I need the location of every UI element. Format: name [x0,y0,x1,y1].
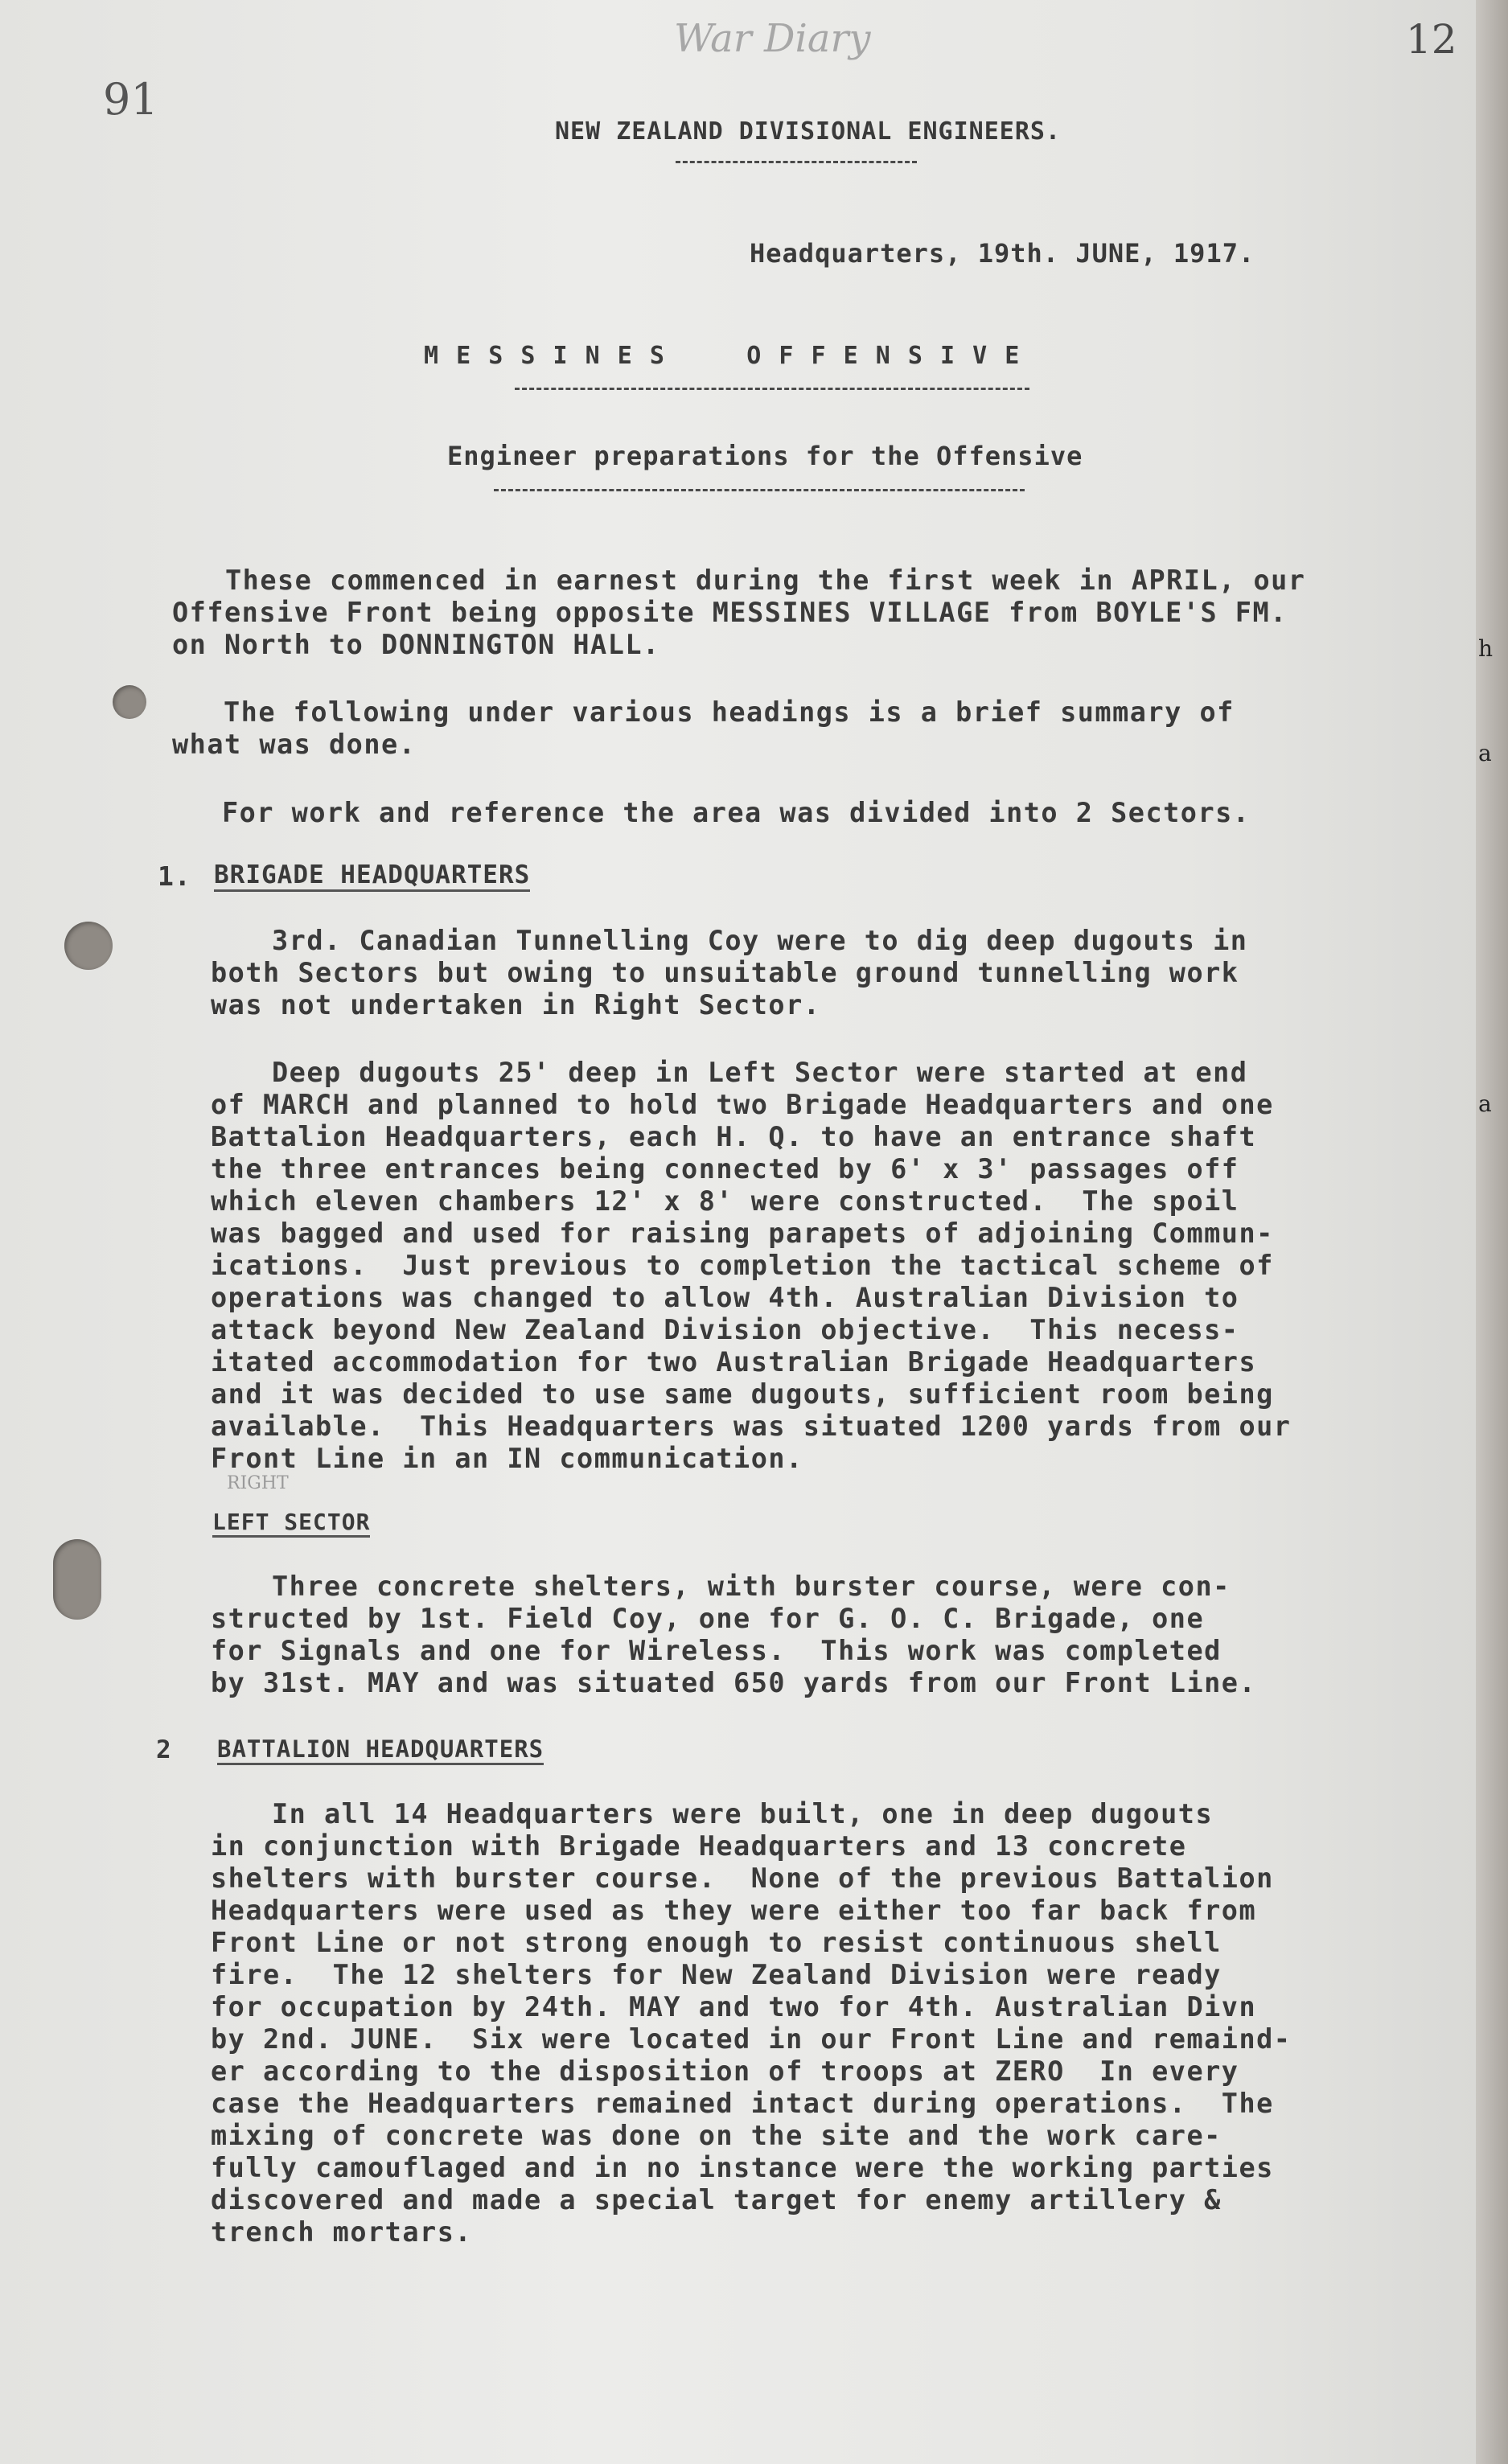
text-line: was bagged and used for raising parapets of adjoining Commun- [211,1218,1274,1249]
text-line: by 31st. MAY and was situated 650 yards from our Front Line. [211,1667,1257,1698]
text-line: fire. The 12 shelters for New Zealand Division were ready [211,1959,1222,1990]
edge-mark: a [1478,740,1492,766]
text-line: These commenced in earnest during the first week in APRIL, our [225,565,1306,596]
text-line: Deep dugouts 25' deep in Left Sector were started at end [272,1057,1248,1088]
text-line: ications. Just previous to completion the tactical scheme of [211,1250,1274,1281]
punch-hole-bottom [53,1539,101,1620]
text-line: 3rd. Canadian Tunnelling Coy were to dig deep dugouts in [272,925,1248,956]
text-line: Three concrete shelters, with burster course, were con- [272,1571,1231,1602]
operation-title: M E S S I N E S O F F E N S I V E [424,342,1021,370]
text-line: structed by 1st. Field Coy, one for G. O. C. Brigade, one [211,1603,1205,1634]
text-line: fully camouflaged and in no instance were the working parties [211,2152,1274,2183]
text-line: For work and reference the area was divided into 2 Sectors. [222,797,1251,828]
section-1-heading: BRIGADE HEADQUARTERS [214,860,530,892]
operation-title-rule [515,388,1029,390]
text-line: mixing of concrete was done on the site and the work care- [211,2120,1222,2151]
adjacent-page-edge [1476,0,1508,2464]
intro-paragraph-2 [172,696,1235,761]
unit-title: NEW ZEALAND DIVISIONAL ENGINEERS. [555,117,1062,146]
text-line: of MARCH and planned to hold two Brigade Headquarters and one [211,1089,1274,1120]
text-line: the three entrances being connected by 6' x 3' passages off [211,1153,1239,1185]
text-line: what was done. [172,729,417,760]
subject-title-rule [494,489,1025,491]
section-2-heading: BATTALION HEADQUARTERS [217,1735,544,1765]
text-line: attack beyond New Zealand Division objective. This necess- [211,1314,1239,1345]
text-line: and it was decided to use same dugouts, sufficient room being [211,1378,1274,1410]
text-line: available. This Headquarters was situated 1200 yards from our [211,1411,1292,1442]
text-line: for occupation by 24th. MAY and two for 4th. Australian Divn [211,1991,1257,2023]
section-2-paragraph-1 [211,1798,1291,2248]
text-line: trench mortars. [211,2216,473,2248]
pencil-note: War Diary [674,16,871,61]
unit-title-rule [676,161,917,163]
dateline: Headquarters, 19th. JUNE, 1917. [750,238,1255,269]
text-line: Battalion Headquarters, each H. Q. to have an entrance shaft [211,1121,1257,1152]
text-line: shelters with burster course. None of the previous Battalion [211,1862,1274,1894]
page-number: 12 [1406,16,1457,63]
edge-mark: a [1478,1090,1492,1117]
text-line: which eleven chambers 12' x 8' were constructed. The spoil [211,1185,1239,1217]
intro-paragraph-3 [222,797,1250,829]
text-line: both Sectors but owing to unsuitable ground tunnelling work [211,957,1239,988]
punch-hole-top [113,685,146,719]
section-1-paragraph-2 [211,1057,1291,1475]
margin-number: 91 [103,74,158,125]
section-1-paragraph-1 [211,925,1247,1021]
text-line: Headquarters were used as they were either too far back from [211,1895,1257,1926]
text-line: in conjunction with Brigade Headquarters and 13 concrete [211,1830,1187,1862]
section-2-number: 2 [156,1735,172,1764]
text-line: Front Line or not strong enough to resist continuous shell [211,1927,1222,1958]
text-line: In all 14 Headquarters were built, one in deep dugouts [272,1798,1214,1830]
text-line: Front Line in an IN communication. [211,1443,803,1474]
text-line: Offensive Front being opposite MESSINES VILLAGE from BOYLE'S FM. [172,597,1288,628]
sub-heading-left-sector: LEFT SECTOR [212,1509,370,1538]
text-line: on North to DONNINGTON HALL. [172,629,660,660]
text-line: er according to the disposition of troops at ZERO In every [211,2055,1239,2087]
punch-hole-middle [64,922,113,970]
sub-heading-annotation: RIGHT [227,1473,289,1493]
text-line: for Signals and one for Wireless. This work was completed [211,1635,1222,1666]
text-line: The following under various headings is a brief summary of [224,696,1235,728]
text-line: case the Headquarters remained intact during operations. The [211,2088,1274,2119]
text-line: by 2nd. JUNE. Six were located in our Front Line and remaind- [211,2023,1292,2055]
text-line: discovered and made a special target for enemy artillery & [211,2184,1222,2216]
section-1-number: 1. [158,860,191,892]
text-line: itated accommodation for two Australian Brigade Headquarters [211,1346,1257,1378]
subject-title: Engineer preparations for the Offensive [447,441,1083,471]
text-line: operations was changed to allow 4th. Australian Division to [211,1282,1239,1313]
intro-paragraph-1 [172,565,1305,661]
edge-mark: h [1478,635,1494,662]
text-line: was not undertaken in Right Sector. [211,989,821,1021]
section-1-paragraph-3 [211,1571,1256,1699]
